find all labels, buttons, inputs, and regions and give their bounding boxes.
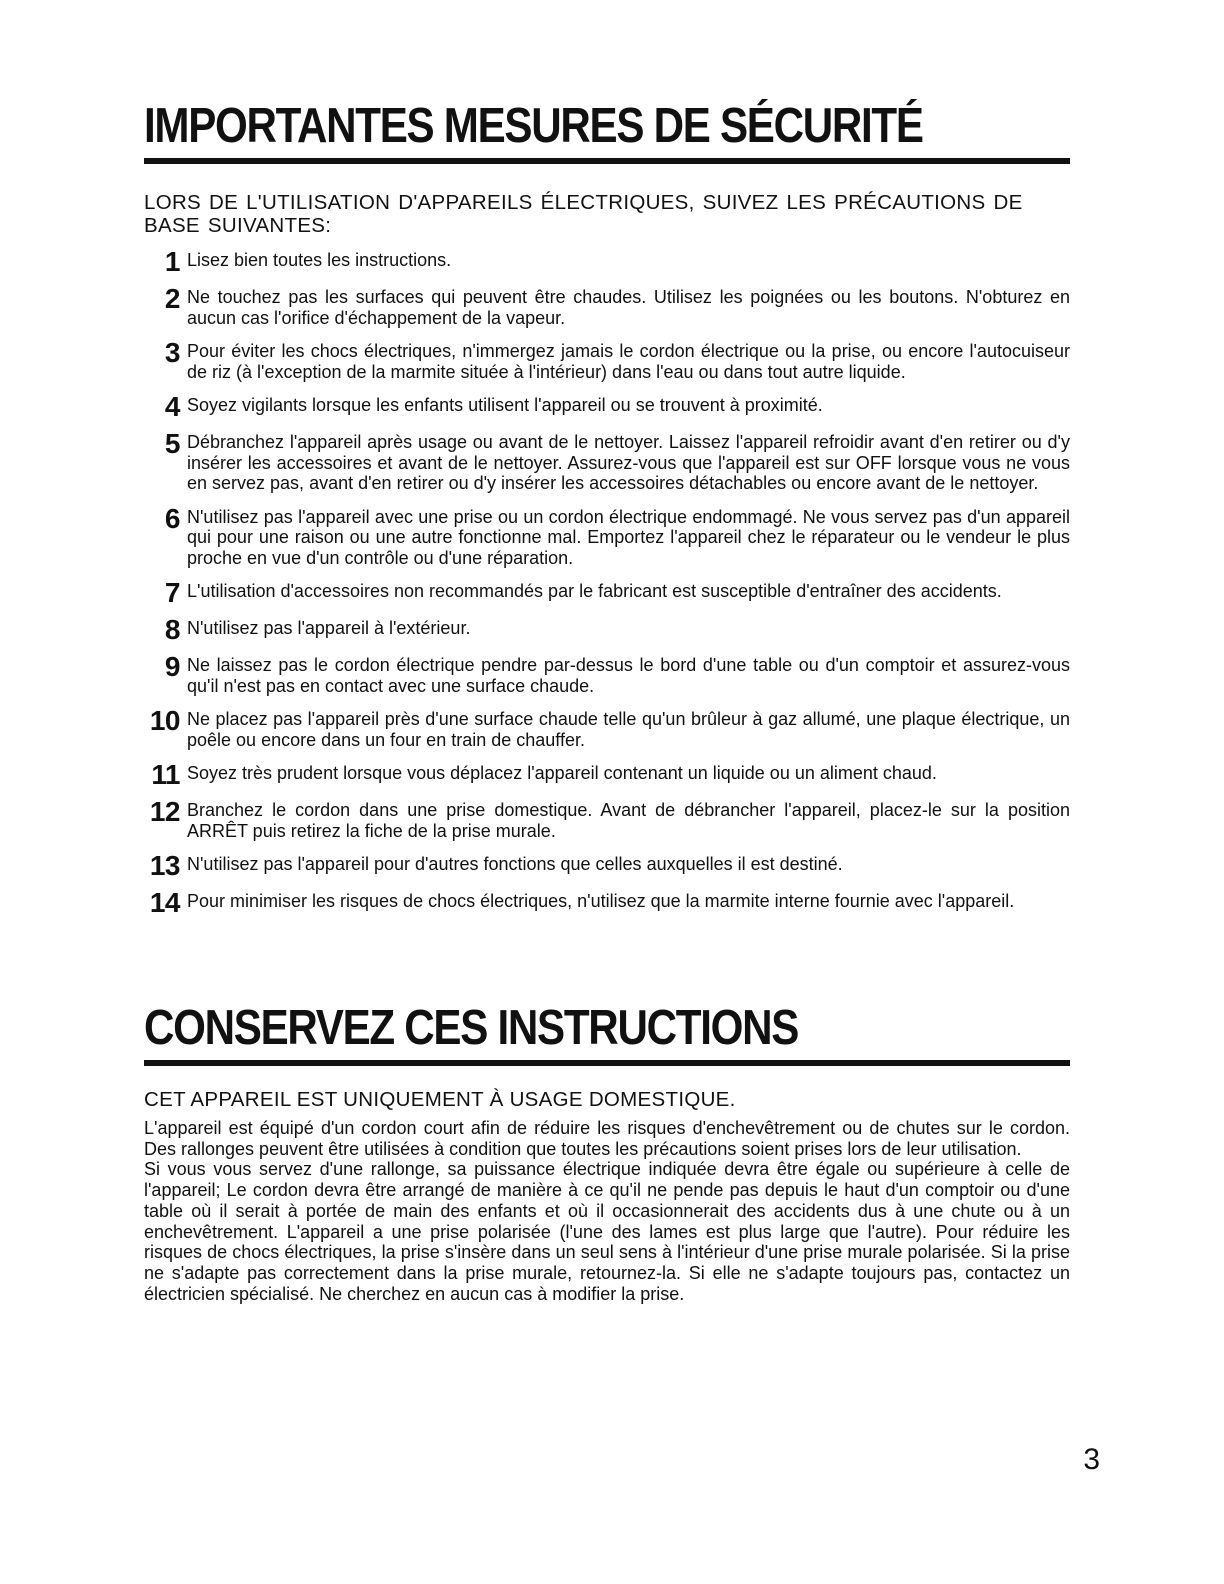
list-item	[144, 428, 1070, 494]
document-page	[144, 0, 1070, 1304]
item-number: 2	[164, 283, 180, 314]
item-text: N'utilisez pas l'appareil pour d'autres fonctions que celles auxquelles il est destiné.	[187, 854, 843, 874]
item-number: 8	[164, 614, 180, 645]
item-text: Ne touchez pas les surfaces qui peuvent être chaudes. Utilisez les poignées ou les boutons. N'obturez en aucun cas l'orifice d'échappement de la vapeur.	[187, 287, 1070, 328]
list-item	[144, 246, 1070, 277]
item-text: L'utilisation d'accessoires non recommandés par le fabricant est susceptible d'entraîner des accidents.	[187, 581, 1002, 601]
title-rule	[144, 1060, 1070, 1066]
item-text: Ne placez pas l'appareil près d'une surface chaude telle qu'un brûleur à gaz allumé, une plaque électrique, un poêle ou encore dans un four en train de chauffer.	[187, 709, 1070, 750]
list-item	[144, 502, 1070, 569]
item-number: 14	[149, 887, 180, 918]
item-text: Débranchez l'appareil après usage ou avant de le nettoyer. Laissez l'appareil refroidir avant d'en retirer ou d'y insérer les accessoires et avant de le nettoyer. Assurez-vous que l'appareil est sur OFF lorsque vous ne vous en servez pas, avant d'en retirer ou d'y insérer les accessoires détachables ou encore avant de le nettoyer.	[187, 432, 1070, 493]
cord-paragraph: L'appareil est équipé d'un cordon court afin de réduire les risques d'enchevêtrement ou de chutes sur le cordon. Des rallonges peuvent être utilisées à condition que toutes les précautions soient prises lors de leur utilisation.	[144, 1118, 1070, 1159]
safety-list	[144, 246, 1070, 918]
item-number: 1	[164, 246, 180, 277]
item-text: Pour éviter les chocs électriques, n'immergez jamais le cordon électrique ou la prise, ou encore l'autocuiseur de riz (à l'exception de la marmite située à l'intérieur) dans l'eau ou dans tout autre liquide.	[187, 341, 1070, 382]
page-number: 3	[1083, 1443, 1100, 1476]
list-item	[144, 614, 1070, 645]
item-text: Ne laissez pas le cordon électrique pendre par-dessus le bord d'une table ou d'un comptoir et assurez-vous qu'il n'est pas en contact avec une surface chaude.	[187, 655, 1070, 696]
safety-intro: LORS DE L'UTILISATION D'APPAREILS ÉLECTRIQUES, SUIVEZ LES PRÉCAUTIONS DE BASE SUIVANTES:	[144, 191, 1023, 237]
item-text: Branchez le cordon dans une prise domestique. Avant de débrancher l'appareil, placez-le sur la position ARRÊT puis retirez la fiche de la prise murale.	[187, 800, 1070, 841]
item-number: 3	[164, 337, 180, 368]
item-number: 5	[164, 428, 180, 459]
item-number: 6	[164, 502, 180, 534]
item-text: Soyez vigilants lorsque les enfants utilisent l'appareil ou se trouvent à proximité.	[187, 395, 823, 415]
keep-instructions-title: CONSERVEZ CES INSTRUCTIONS	[144, 1001, 799, 1055]
item-text: Lisez bien toutes les instructions.	[187, 250, 452, 270]
list-item	[144, 391, 1070, 422]
household-use-subtitle: CET APPAREIL EST UNIQUEMENT À USAGE DOMESTIQUE.	[144, 1088, 736, 1111]
item-number: 9	[164, 651, 180, 682]
item-text: N'utilisez pas l'appareil avec une prise ou un cordon électrique endommagé. Ne vous servez pas d'un appareil qui pour une raison ou une autre fonctionne mal. Emportez l'appareil chez le réparateur ou le vendeur le plus proche en vue d'un contrôle ou d'une réparation.	[187, 506, 1070, 568]
item-text: Pour minimiser les risques de chocs électriques, n'utilisez que la marmite interne fournie avec l'appareil.	[187, 891, 1015, 911]
list-item	[144, 337, 1070, 382]
item-number: 11	[151, 759, 180, 790]
item-text: Soyez très prudent lorsque vous déplacez l'appareil contenant un liquide ou un aliment chaud.	[187, 763, 937, 783]
item-number: 7	[164, 577, 180, 608]
list-item	[144, 759, 1070, 790]
title-rule	[144, 158, 1070, 164]
list-item	[144, 577, 1070, 608]
list-item	[144, 850, 1070, 881]
list-item	[144, 796, 1070, 841]
extension-paragraph: Si vous vous servez d'une rallonge, sa puissance électrique indiquée devra être égale ou supérieure à celle de l'appareil; Le cordon devra être arrangé de manière à ce qu'il ne pende pas depuis le haut d'un comptoir ou d'une table où il serait à portée de main des enfants et où il occasionnerait des accidents dus à une chute ou à un enchevêtrement. L'appareil a une prise polarisée (l'une des lames est plus large que l'autre). Pour réduire les risques de chocs électriques, la prise s'insère dans un seul sens à l'intérieur d'une prise murale polarisée. Si la prise ne s'adapte pas correctement dans la prise murale, retournez-la. Si elle ne s'adapte toujours pas, contactez un électricien spécialisé. Ne cherchez en aucun cas à modifier la prise.	[144, 1159, 1070, 1304]
list-item	[144, 887, 1070, 918]
item-number: 13	[149, 850, 180, 881]
item-number: 10	[149, 705, 180, 736]
item-text: N'utilisez pas l'appareil à l'extérieur.	[187, 618, 471, 638]
safety-title: IMPORTANTES MESURES DE SÉCURITÉ	[144, 99, 923, 153]
list-item	[144, 705, 1070, 750]
list-item	[144, 651, 1070, 696]
item-number: 12	[149, 796, 180, 827]
item-number: 4	[164, 391, 180, 422]
list-item	[144, 283, 1070, 328]
